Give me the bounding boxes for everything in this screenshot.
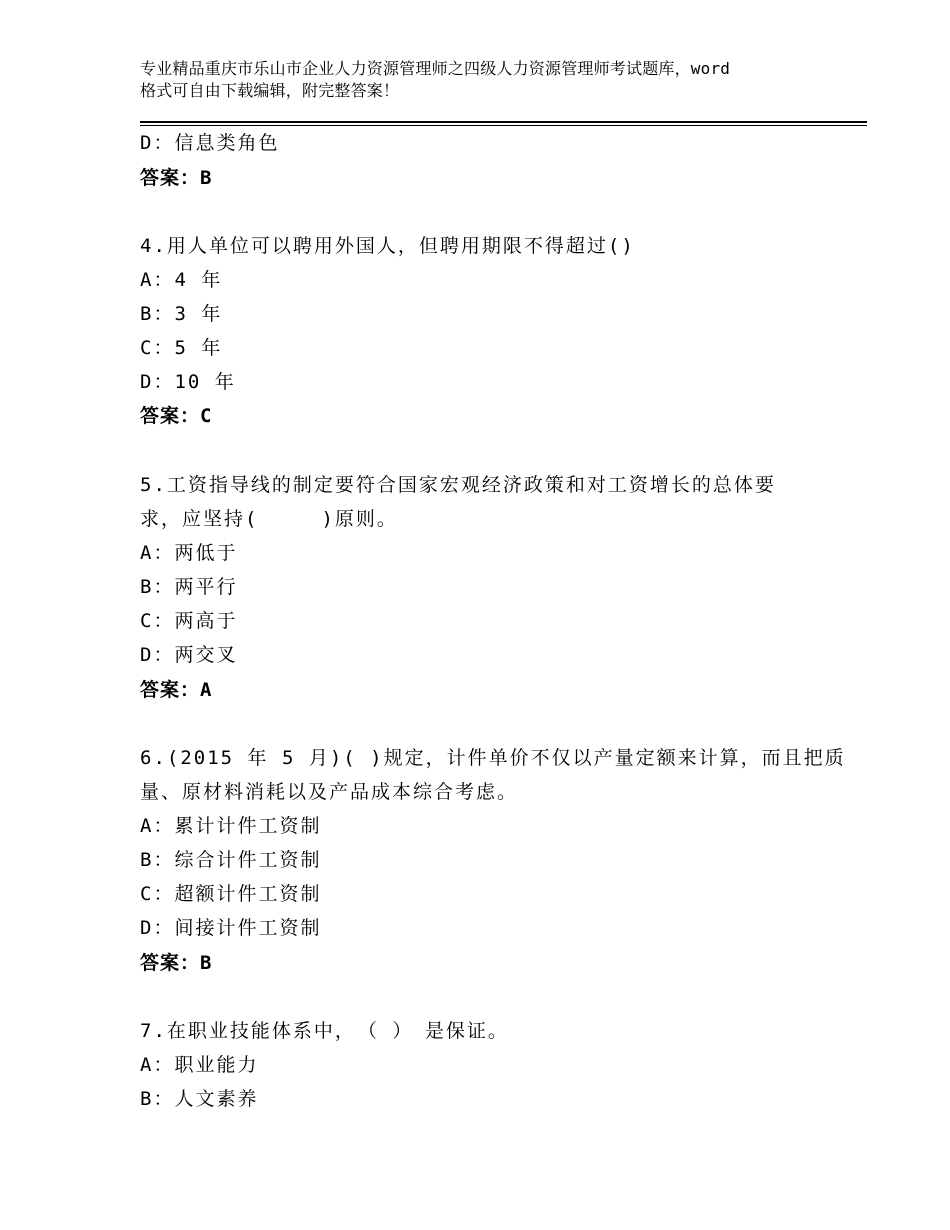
q5-option-d: D：两交叉: [140, 644, 238, 666]
q4-stem: 4.用人单位可以聘用外国人，但聘用期限不得超过(): [140, 235, 635, 257]
q4-option-c: C：5 年: [140, 337, 223, 359]
q5-stem-line-1: 5.工资指导线的制定要符合国家宏观经济政策和对工资增长的总体要: [140, 474, 776, 496]
q6-stem-line-1: 6.(2015 年 5 月)( )规定，计件单价不仅以产量定额来计算，而且把质: [140, 747, 846, 769]
q3-option-d: D：信息类角色: [140, 132, 280, 154]
q5-option-c: C：两高于: [140, 610, 238, 632]
header-rule-thick: [140, 121, 867, 123]
q6-option-c: C：超额计件工资制: [140, 883, 322, 905]
q4-option-d: D：10 年: [140, 371, 236, 393]
q6-option-d: D：间接计件工资制: [140, 917, 322, 939]
header-rule-thin: [140, 125, 867, 126]
q7-option-a: A：职业能力: [140, 1054, 259, 1076]
q6-option-b: B：综合计件工资制: [140, 849, 322, 871]
header-line-2: 格式可自由下载编辑，附完整答案！: [140, 81, 400, 100]
q4-option-a: A：4 年: [140, 269, 223, 291]
q6-stem-line-2: 量、原材料消耗以及产品成本综合考虑。: [140, 781, 519, 803]
q5-option-b: B：两平行: [140, 576, 238, 598]
q5-answer: 答案：A: [140, 679, 213, 701]
q4-answer: 答案：C: [140, 405, 213, 427]
document-header: [140, 58, 820, 102]
q3-answer: 答案：B: [140, 167, 213, 189]
q5-stem-line-2: 求，应坚持( )原则。: [140, 508, 398, 530]
q6-option-a: A：累计计件工资制: [140, 815, 322, 837]
q7-option-b: B：人文素养: [140, 1088, 259, 1110]
q6-answer: 答案：B: [140, 952, 213, 974]
q7-stem: 7.在职业技能体系中， （ ） 是保证。: [140, 1020, 509, 1042]
header-line-1: 专业精品重庆市乐山市企业人力资源管理师之四级人力资源管理师考试题库，word: [140, 59, 731, 78]
q5-option-a: A：两低于: [140, 542, 238, 564]
q4-option-b: B：3 年: [140, 303, 223, 325]
